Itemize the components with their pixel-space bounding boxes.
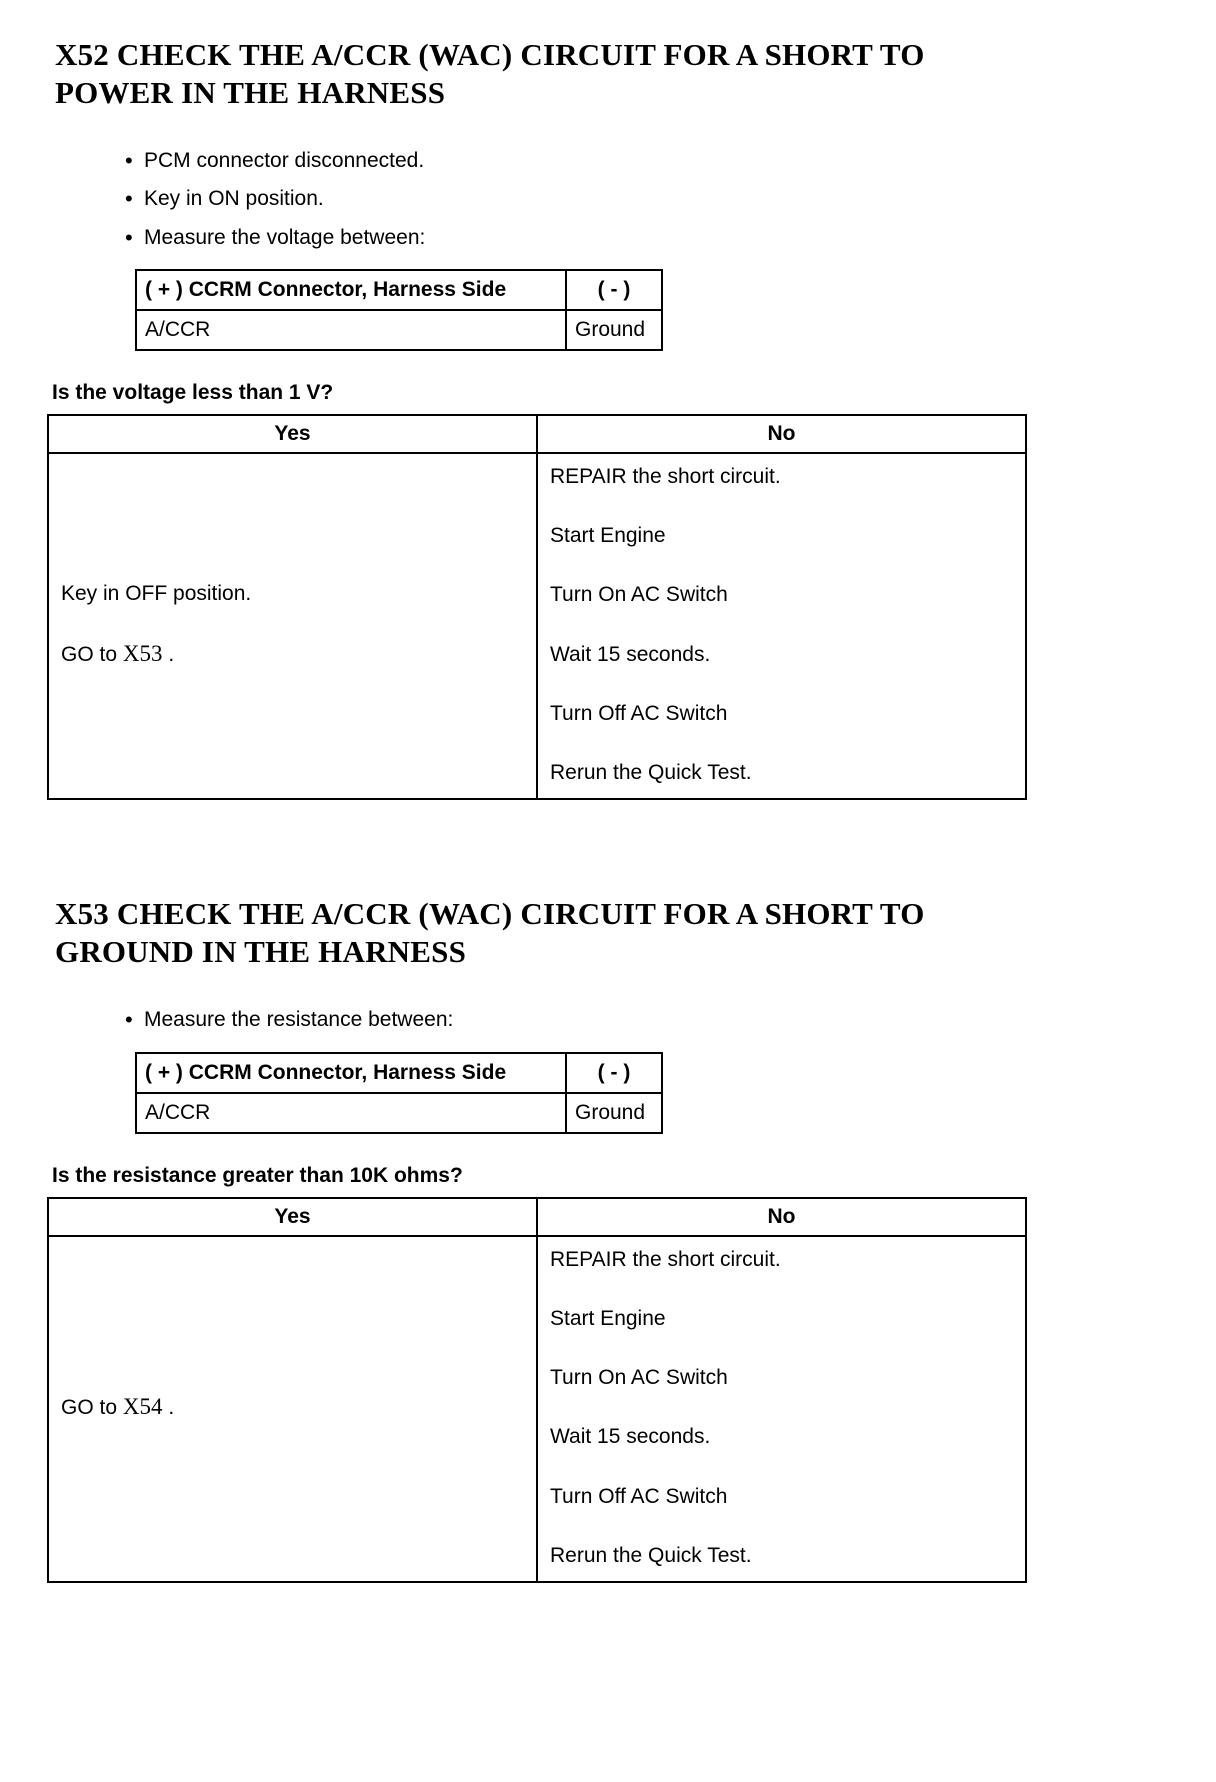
instruction-line: REPAIR the short circuit. (550, 1247, 781, 1271)
yes-cell (48, 1236, 537, 1583)
section-title: X53 CHECK THE A/CCR (WAC) CIRCUIT FOR A SHORT TO GROUND IN THE HARNESS (55, 896, 925, 970)
no-cell (537, 453, 1026, 800)
instruction-line: REPAIR the short circuit. (550, 464, 781, 488)
yes-header-cell: Yes (48, 415, 537, 453)
bullet-item: • Measure the voltage between: (125, 223, 1168, 253)
table-row (136, 310, 662, 350)
section-x53 (47, 895, 1168, 1583)
measure-header-plus: ( + ) CCRM Connector, Harness Side (136, 270, 566, 310)
go-reference: X53 (122, 641, 163, 667)
yes-cell (48, 453, 537, 800)
decision-question: Is the voltage less than 1 V? (52, 380, 334, 404)
go-reference: X54 (122, 1394, 163, 1420)
table-row (136, 1093, 662, 1133)
bullet-item: • Key in ON position. (125, 184, 1168, 214)
measure-header-minus: ( - ) (566, 270, 662, 310)
instruction-line: Start Engine (550, 524, 666, 548)
table-row (136, 1053, 662, 1093)
section-title: X52 CHECK THE A/CCR (WAC) CIRCUIT FOR A SHORT TO POWER IN THE HARNESS (55, 37, 925, 110)
go-prefix: GO to (61, 1396, 123, 1420)
instruction-line: Start Engine (550, 1306, 666, 1330)
no-header-cell: No (537, 1198, 1026, 1236)
instruction-line: Turn On AC Switch (550, 1366, 728, 1389)
measure-circuit-cell: A/CCR (136, 310, 566, 350)
go-suffix: . (162, 1396, 175, 1420)
measure-header-minus: ( - ) (566, 1053, 662, 1093)
measure-reference-cell: Ground (566, 310, 662, 350)
instruction-line: Turn Off AC Switch (550, 701, 728, 725)
decision-table (47, 414, 1027, 801)
go-suffix: . (162, 643, 175, 667)
bullet-list (125, 1005, 1168, 1035)
bullet-item: • PCM connector disconnected. (125, 146, 1168, 176)
instruction-line: Rerun the Quick Test. (550, 761, 752, 785)
go-prefix: GO to (61, 643, 123, 667)
measure-circuit-cell: A/CCR (136, 1093, 566, 1133)
table-row (136, 270, 662, 310)
decision-table (47, 1197, 1027, 1584)
instruction-line: Turn On AC Switch (550, 583, 728, 607)
instruction-line: Key in OFF position. (61, 582, 252, 606)
section-x52 (47, 36, 1168, 800)
table-row (48, 1236, 1026, 1583)
go-to-line (61, 1393, 524, 1422)
measure-header-plus: ( + ) CCRM Connector, Harness Side (136, 1053, 566, 1093)
measure-reference-cell: Ground (566, 1093, 662, 1133)
instruction-line: Turn Off AC Switch (550, 1484, 728, 1508)
go-to-line (61, 640, 524, 669)
bullet-list (125, 146, 1168, 253)
no-cell (537, 1236, 1026, 1583)
yes-header-cell: Yes (48, 1198, 537, 1236)
no-header-cell: No (537, 415, 1026, 453)
table-row (48, 415, 1026, 453)
table-row (48, 453, 1026, 800)
instruction-line: Rerun the Quick Test. (550, 1543, 752, 1567)
bullet-item: • Measure the resistance between: (125, 1005, 1168, 1035)
table-row (48, 1198, 1026, 1236)
decision-question: Is the resistance greater than 10K ohms? (52, 1163, 463, 1187)
instruction-line: Wait 15 seconds. (550, 1425, 711, 1449)
instruction-line: Wait 15 seconds. (550, 642, 711, 666)
measurement-table (135, 1052, 663, 1134)
measurement-table (135, 269, 663, 351)
